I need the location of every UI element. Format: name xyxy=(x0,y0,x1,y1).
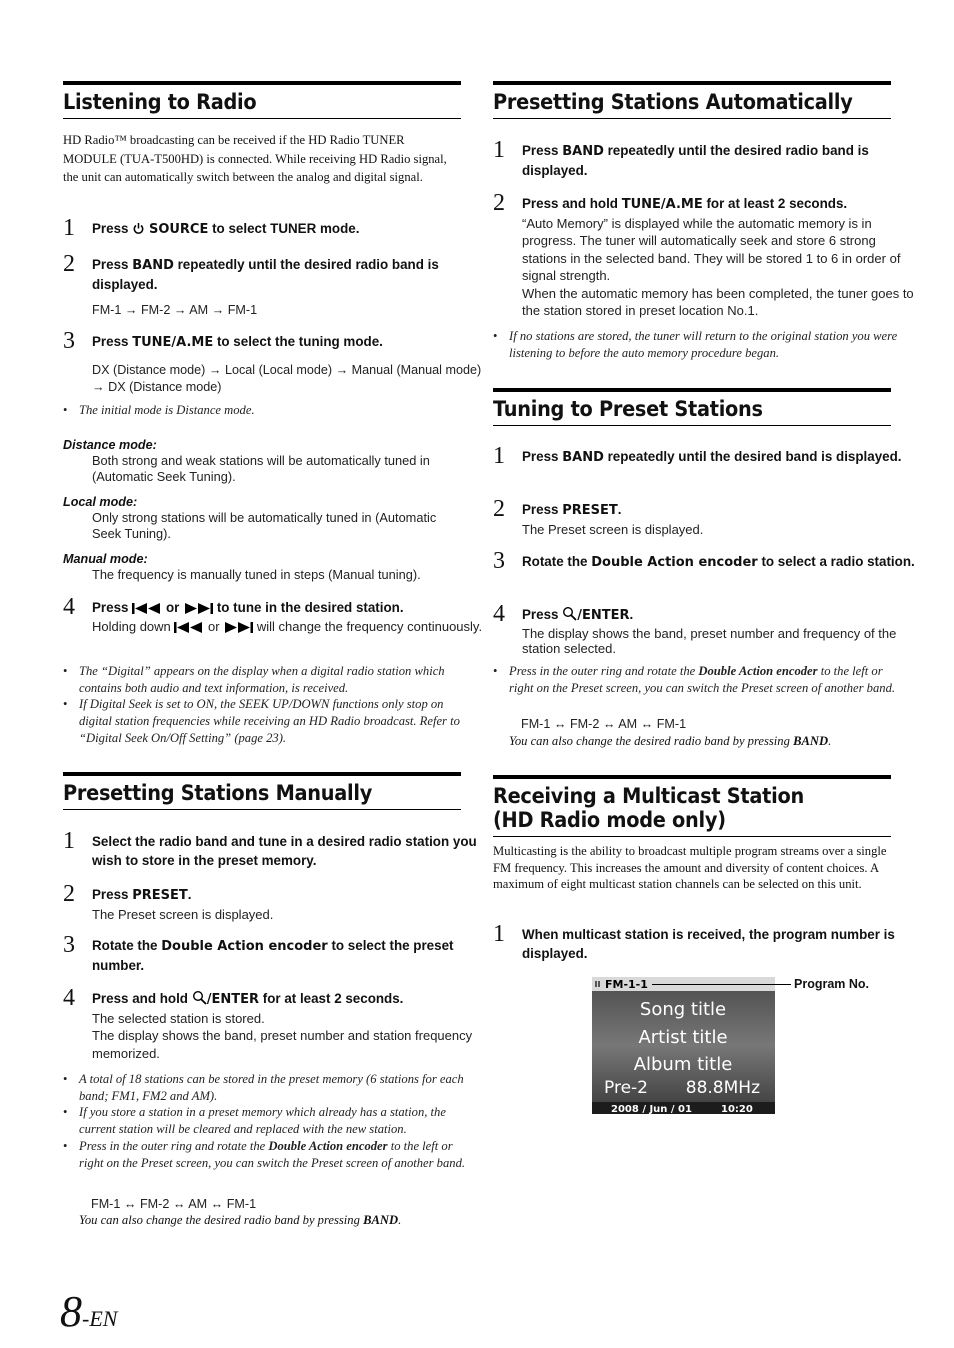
step-number: 1 xyxy=(493,137,505,163)
step-number: 3 xyxy=(63,932,75,958)
preset-number: Pre-2 xyxy=(604,1078,648,1098)
section-header-manual xyxy=(63,772,461,810)
step-2: 2 Press and hold TUNE/A.ME for at least 2 seconds. “Auto Memory” is displayed while the automatic memory is in progress. The tuner will automatically seek and store 6 strong stations in the selected band. They will be stored 1 to 6 in order of signal strength. When the automatic memory has been completed, the tuner goes to the station stored in preset location No.1. xyxy=(493,190,914,318)
step-2: 2 Press PRESET. The Preset screen is displayed. xyxy=(63,881,274,922)
section-title: Presetting Stations Manually xyxy=(63,781,373,805)
section-header-listening xyxy=(63,81,461,119)
previous-track-icon xyxy=(174,622,204,633)
program-no-label: Program No. xyxy=(794,977,870,991)
intro-paragraph: Multicasting is the ability to broadcast multiple program streams over a single FM frequency. This increases the amount and diversity of content choices. A maximum of eight multicast station channels can be selected on this unit. xyxy=(493,844,887,891)
note-total-stations: • A total of 18 stations can be stored in the preset memory (6 stations for each band; FM1, FM2 and AM). xyxy=(63,1071,477,1105)
manual-mode-block: Manual mode: The frequency is manually tuned in steps (Manual tuning). xyxy=(63,552,421,582)
callout-line xyxy=(652,984,791,985)
step-1: 1 Press BAND repeatedly until the desired radio band is displayed. xyxy=(493,137,869,178)
album-title: Album title xyxy=(633,1054,733,1075)
section-title: Receiving a Multicast Station xyxy=(493,784,804,808)
distance-mode-block: Distance mode: Both strong and weak stations will be automatically tuned in (Automatic Seek Tuning). xyxy=(63,438,430,484)
band-tip: You can also change the desired radio band by pressing BAND. xyxy=(79,1213,402,1227)
step-number: 4 xyxy=(63,594,75,620)
section-header-multicast xyxy=(493,775,891,837)
step-number: 2 xyxy=(63,881,75,907)
step-number: 2 xyxy=(63,251,75,277)
note-replace-station: • If you store a station in a preset memory which already has a station, the current station will be cleared and replaced with the new station. xyxy=(63,1104,477,1138)
power-icon xyxy=(132,222,145,235)
note-digital: • The “Digital” appears on the display when a digital radio station which contains both audio and text information, is received. xyxy=(63,663,477,697)
date: 2008 / Jun / 01 xyxy=(611,1104,692,1114)
step-number: 1 xyxy=(493,443,505,469)
frequency: 88.8MHz xyxy=(685,1078,760,1098)
step-4-body: Holding down or will change the frequency continuously. xyxy=(92,618,483,634)
artist-title: Artist title xyxy=(638,1027,728,1048)
section-title: Tuning to Preset Stations xyxy=(493,397,763,421)
step-4: 4 Press and hold /ENTER for at least 2 seconds. The selected station is stored. The display shows the band, preset number and station frequency memorized. xyxy=(63,985,473,1061)
band-sequence: FM-1 → FM-2 → AM → FM-1 xyxy=(92,303,258,317)
program-number: FM-1-1 xyxy=(605,978,648,991)
step-1: 1 Press SOURCE to select TUNER mode. xyxy=(63,215,360,241)
step-4: 4 Press or to tune in the desired station. Holding down or will change the frequency continuously. xyxy=(63,599,490,635)
step-number: 3 xyxy=(493,548,505,574)
local-mode-block: Local mode: Only strong stations will be automatically tuned in (Automatic Seek Tuning). xyxy=(63,495,437,541)
next-track-icon xyxy=(223,622,253,633)
band-sequence: FM-1 ↔ FM-2 ↔ AM ↔ FM-1 xyxy=(91,1197,257,1211)
step-1: 1 Press BAND repeatedly until the desired band is displayed. xyxy=(493,443,902,469)
step-number: 1 xyxy=(63,828,75,854)
previous-track-icon xyxy=(132,603,162,614)
step-3: 3 Press TUNE/A.ME to select the tuning mode. DX (Distance mode) → Local (Local mode) → Manual (Manual mode) → DX (Distance mode) xyxy=(63,333,490,396)
note-switch-band: • Press in the outer ring and rotate the Double Action encoder to the left or right on the Preset screen, you can switch the Preset screen of another band. xyxy=(493,663,907,697)
section-title: Presetting Stations Automatically xyxy=(493,90,853,114)
band-sequence: FM-1 ↔ FM-2 ↔ AM ↔ FM-1 xyxy=(521,717,687,731)
step-1: 1 Select the radio band and tune in a desired radio station you wish to store in the preset memory. xyxy=(63,828,477,868)
band-tip: You can also change the desired radio band by pressing BAND. xyxy=(509,734,832,748)
time: 10:20 xyxy=(721,1104,753,1114)
multicast-display-screen xyxy=(592,977,775,1114)
step-1: 1 When multicast station is received, the program number is displayed. xyxy=(493,921,895,961)
mode-sequence: DX (Distance mode) → Local (Local mode) → Manual (Manual mode) → DX (Distance mode) xyxy=(92,362,482,394)
step-2: 2 Press PRESET. The Preset screen is displayed. xyxy=(493,496,704,537)
note-switch-band: • Press in the outer ring and rotate the Double Action encoder to the left or right on the Preset screen, you can switch the Preset screen of another band. xyxy=(63,1138,477,1172)
section-subtitle: (HD Radio mode only) xyxy=(493,808,726,832)
song-title: Song title xyxy=(639,999,727,1020)
note-initial-mode: • The initial mode is Distance mode. xyxy=(63,402,477,419)
next-track-icon xyxy=(183,603,213,614)
step-3: 3 Rotate the Double Action encoder to select a radio station. xyxy=(493,548,915,574)
search-icon xyxy=(192,990,207,1005)
step-number: 4 xyxy=(493,601,505,627)
step-number: 3 xyxy=(63,328,75,354)
step-number: 2 xyxy=(493,190,505,216)
step-4: 4 Press /ENTER. The display shows the band, preset number and frequency of the station selected. xyxy=(493,601,897,656)
step-number: 1 xyxy=(63,215,75,241)
section-header-auto xyxy=(493,81,891,119)
search-icon xyxy=(562,606,577,621)
step-number: 4 xyxy=(63,985,75,1011)
step-number: 2 xyxy=(493,496,505,522)
step-2: 2 Press BAND repeatedly until the desired radio band is displayed. FM-1 → FM-2 → AM → FM-1 xyxy=(63,256,490,319)
section-title: Listening to Radio xyxy=(63,90,257,114)
note-no-stations: • If no stations are stored, the tuner will return to the original station you were listening to before the auto memory procedure began. xyxy=(493,328,907,362)
step-3: 3 Rotate the Double Action encoder to select the preset number. xyxy=(63,932,454,973)
section-header-tuning xyxy=(493,388,891,426)
page-number: 8-EN xyxy=(60,1287,118,1336)
note-digital-seek: • If Digital Seek is set to ON, the SEEK UP/DOWN functions only stop on digital station frequencies while receiving an HD Radio broadcast. Refer to “Digital Seek On/Off Setting” (page 23). xyxy=(63,696,477,746)
intro-paragraph: HD Radio™ broadcasting can be received if the HD Radio TUNER MODULE (TUA-T500HD) is connected. While receiving HD Radio signal, the unit can automatically switch between the analog and digital signal. xyxy=(63,133,447,184)
step-number: 1 xyxy=(493,921,505,947)
